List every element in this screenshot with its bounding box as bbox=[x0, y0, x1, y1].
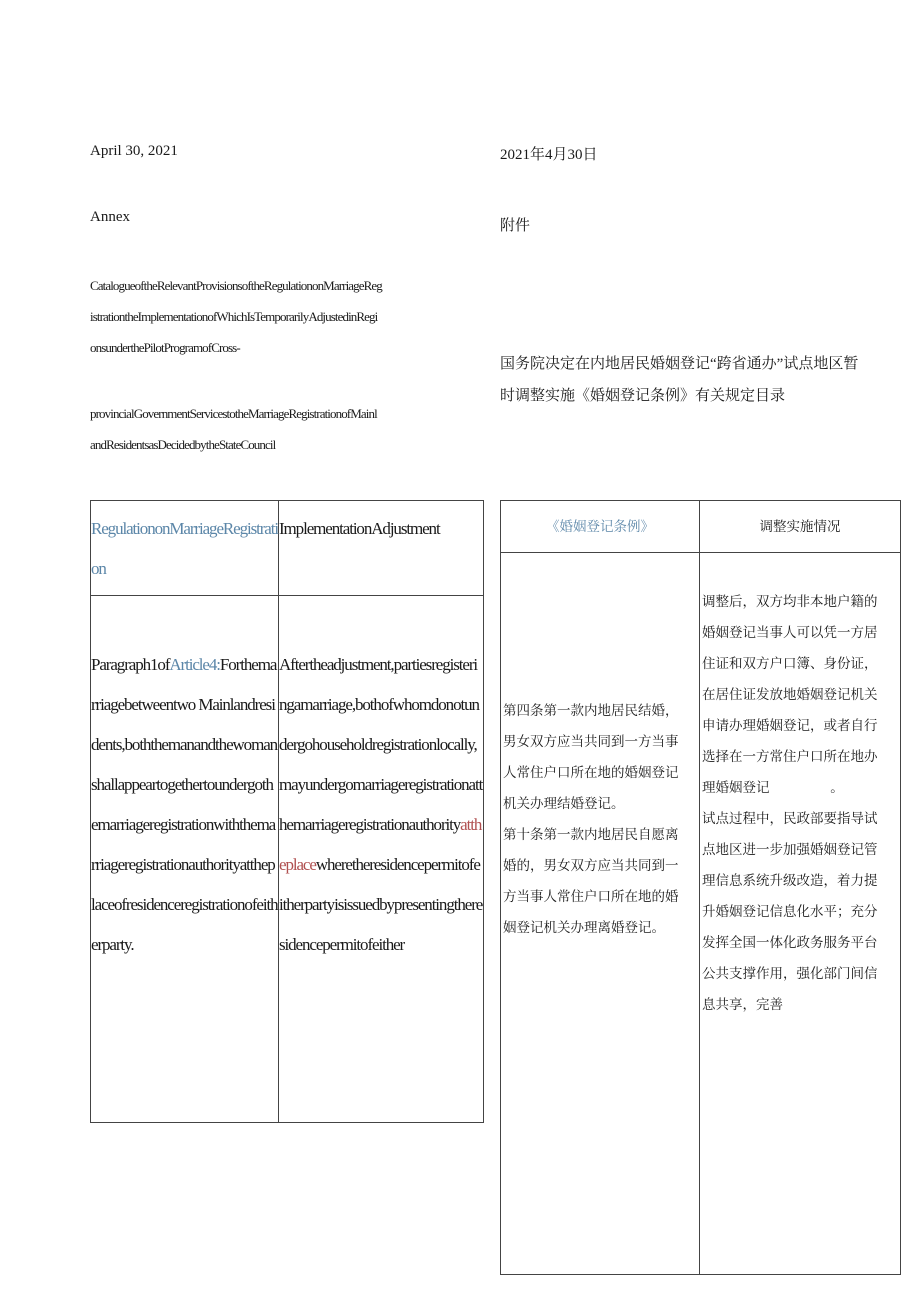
english-header-adjustment bbox=[279, 501, 484, 596]
provision-line: 姻登记机关办理离婚登记。 bbox=[503, 920, 665, 935]
header-adjustment-text: ImplementationAdjustment bbox=[279, 519, 440, 538]
chinese-date: 2021年4月30日 bbox=[500, 147, 598, 163]
provision-line: 机关办理结婚登记。 bbox=[503, 796, 625, 811]
adjustment-line: 息共享，完善 bbox=[702, 997, 783, 1012]
provision-line: 婚的，男女双方应当共同到一 bbox=[503, 858, 679, 873]
chinese-catalogue-title bbox=[500, 348, 900, 412]
provision-line: 方当事人常住户口所在地的婚 bbox=[503, 889, 679, 904]
provision-line: 男女双方应当共同到一方当事 bbox=[503, 734, 679, 749]
english-row-adjustment bbox=[279, 596, 484, 1123]
catalogue-line: istrationtheImplementationofWhichIsTemporarilyAdjustedinRegi bbox=[90, 309, 378, 324]
adjustment-line: 理信息系统升级改造，着力提 bbox=[702, 873, 878, 888]
header-regulation-text: RegulationonMarriageRegistration bbox=[91, 519, 278, 578]
english-annex-label: Annex bbox=[90, 209, 130, 225]
chinese-header-adjustment: 调整实施情况 bbox=[700, 501, 901, 553]
adjustment-line: 申请办理婚姻登记，或者自行 bbox=[702, 718, 878, 733]
english-header-regulation bbox=[91, 501, 279, 596]
chinese-row-provision bbox=[501, 553, 700, 1275]
provision-line: 人常住户口所在地的婚姻登记 bbox=[503, 765, 679, 780]
chinese-table bbox=[500, 500, 901, 1275]
adjustment-line: 婚姻登记当事人可以凭一方居 bbox=[702, 625, 878, 640]
adjustment-line: 公共支撑作用，强化部门间信 bbox=[702, 966, 878, 981]
catalogue-line: andResidentsasDecidedbytheStateCouncil bbox=[90, 437, 276, 452]
adjustment-text: Aftertheadjustment,partiesregisteringamarriage,bothofwhomdonotundergohouseholdregistrationlocally,mayundergomarriageregistrationatthemarriageregistrationauthority bbox=[279, 655, 483, 834]
catalogue-line: 国务院决定在内地居民婚姻登记“跨省通办”试点地区暂 bbox=[500, 356, 859, 372]
english-table bbox=[90, 500, 484, 1123]
provision-prefix: Paragraph1of bbox=[91, 655, 170, 674]
adjustment-line: 理婚姻登记 。 bbox=[702, 780, 844, 795]
english-row-provision bbox=[91, 596, 279, 1123]
english-catalogue-title bbox=[90, 270, 502, 460]
chinese-header-regulation: 《婚姻登记条例》 bbox=[501, 501, 700, 553]
english-date: April 30, 2021 bbox=[90, 143, 178, 159]
provision-line: 第十条第一款内地居民自愿离 bbox=[503, 827, 679, 842]
adjustment-line: 发挥全国一体化政务服务平台 bbox=[702, 935, 878, 950]
adjustment-line: 选择在一方常住户口所在地办 bbox=[702, 749, 878, 764]
catalogue-line: CatalogueoftheRelevantProvisionsoftheRegulationonMarriageReg bbox=[90, 278, 382, 293]
adjustment-line: 调整后，双方均非本地户籍的 bbox=[702, 594, 878, 609]
adjustment-line: 在居住证发放地婚姻登记机关 bbox=[702, 687, 878, 702]
adjustment-line: 点地区进一步加强婚姻登记管 bbox=[702, 842, 878, 857]
provision-line: 第四条第一款内地居民结婚， bbox=[503, 703, 679, 718]
article-link[interactable]: Article4: bbox=[169, 655, 220, 674]
catalogue-line: provincialGovernmentServicestotheMarriageRegistrationofMainl bbox=[90, 406, 377, 421]
adjustment-highlight: attheplace bbox=[279, 815, 482, 874]
adjustment-text-rest: wheretheresidencepermitofeitherpartyisissuedbypresentingtheresidencepermitofeither bbox=[279, 855, 483, 954]
adjustment-line: 试点过程中，民政部要指导试 bbox=[702, 811, 878, 826]
chinese-row-adjustment bbox=[700, 553, 901, 1275]
adjustment-line: 住证和双方户口簿、身份证， bbox=[702, 656, 878, 671]
catalogue-line: 时调整实施《婚姻登记条例》有关规定目录 bbox=[500, 388, 786, 404]
provision-text: Forthemarriagebetweentwo Mainlandresidents,boththemanandthewomanshallappeartogethertoundergothemarriageregistrationwiththemarriageregistrationauthorityattheplaceofresidenceregistrationofeitherparty. bbox=[91, 655, 278, 954]
chinese-annex-label: 附件 bbox=[500, 218, 531, 234]
adjustment-line: 升婚姻登记信息化水平；充分 bbox=[702, 904, 878, 919]
catalogue-line: onsunderthePilotProgramofCross- bbox=[90, 340, 240, 355]
